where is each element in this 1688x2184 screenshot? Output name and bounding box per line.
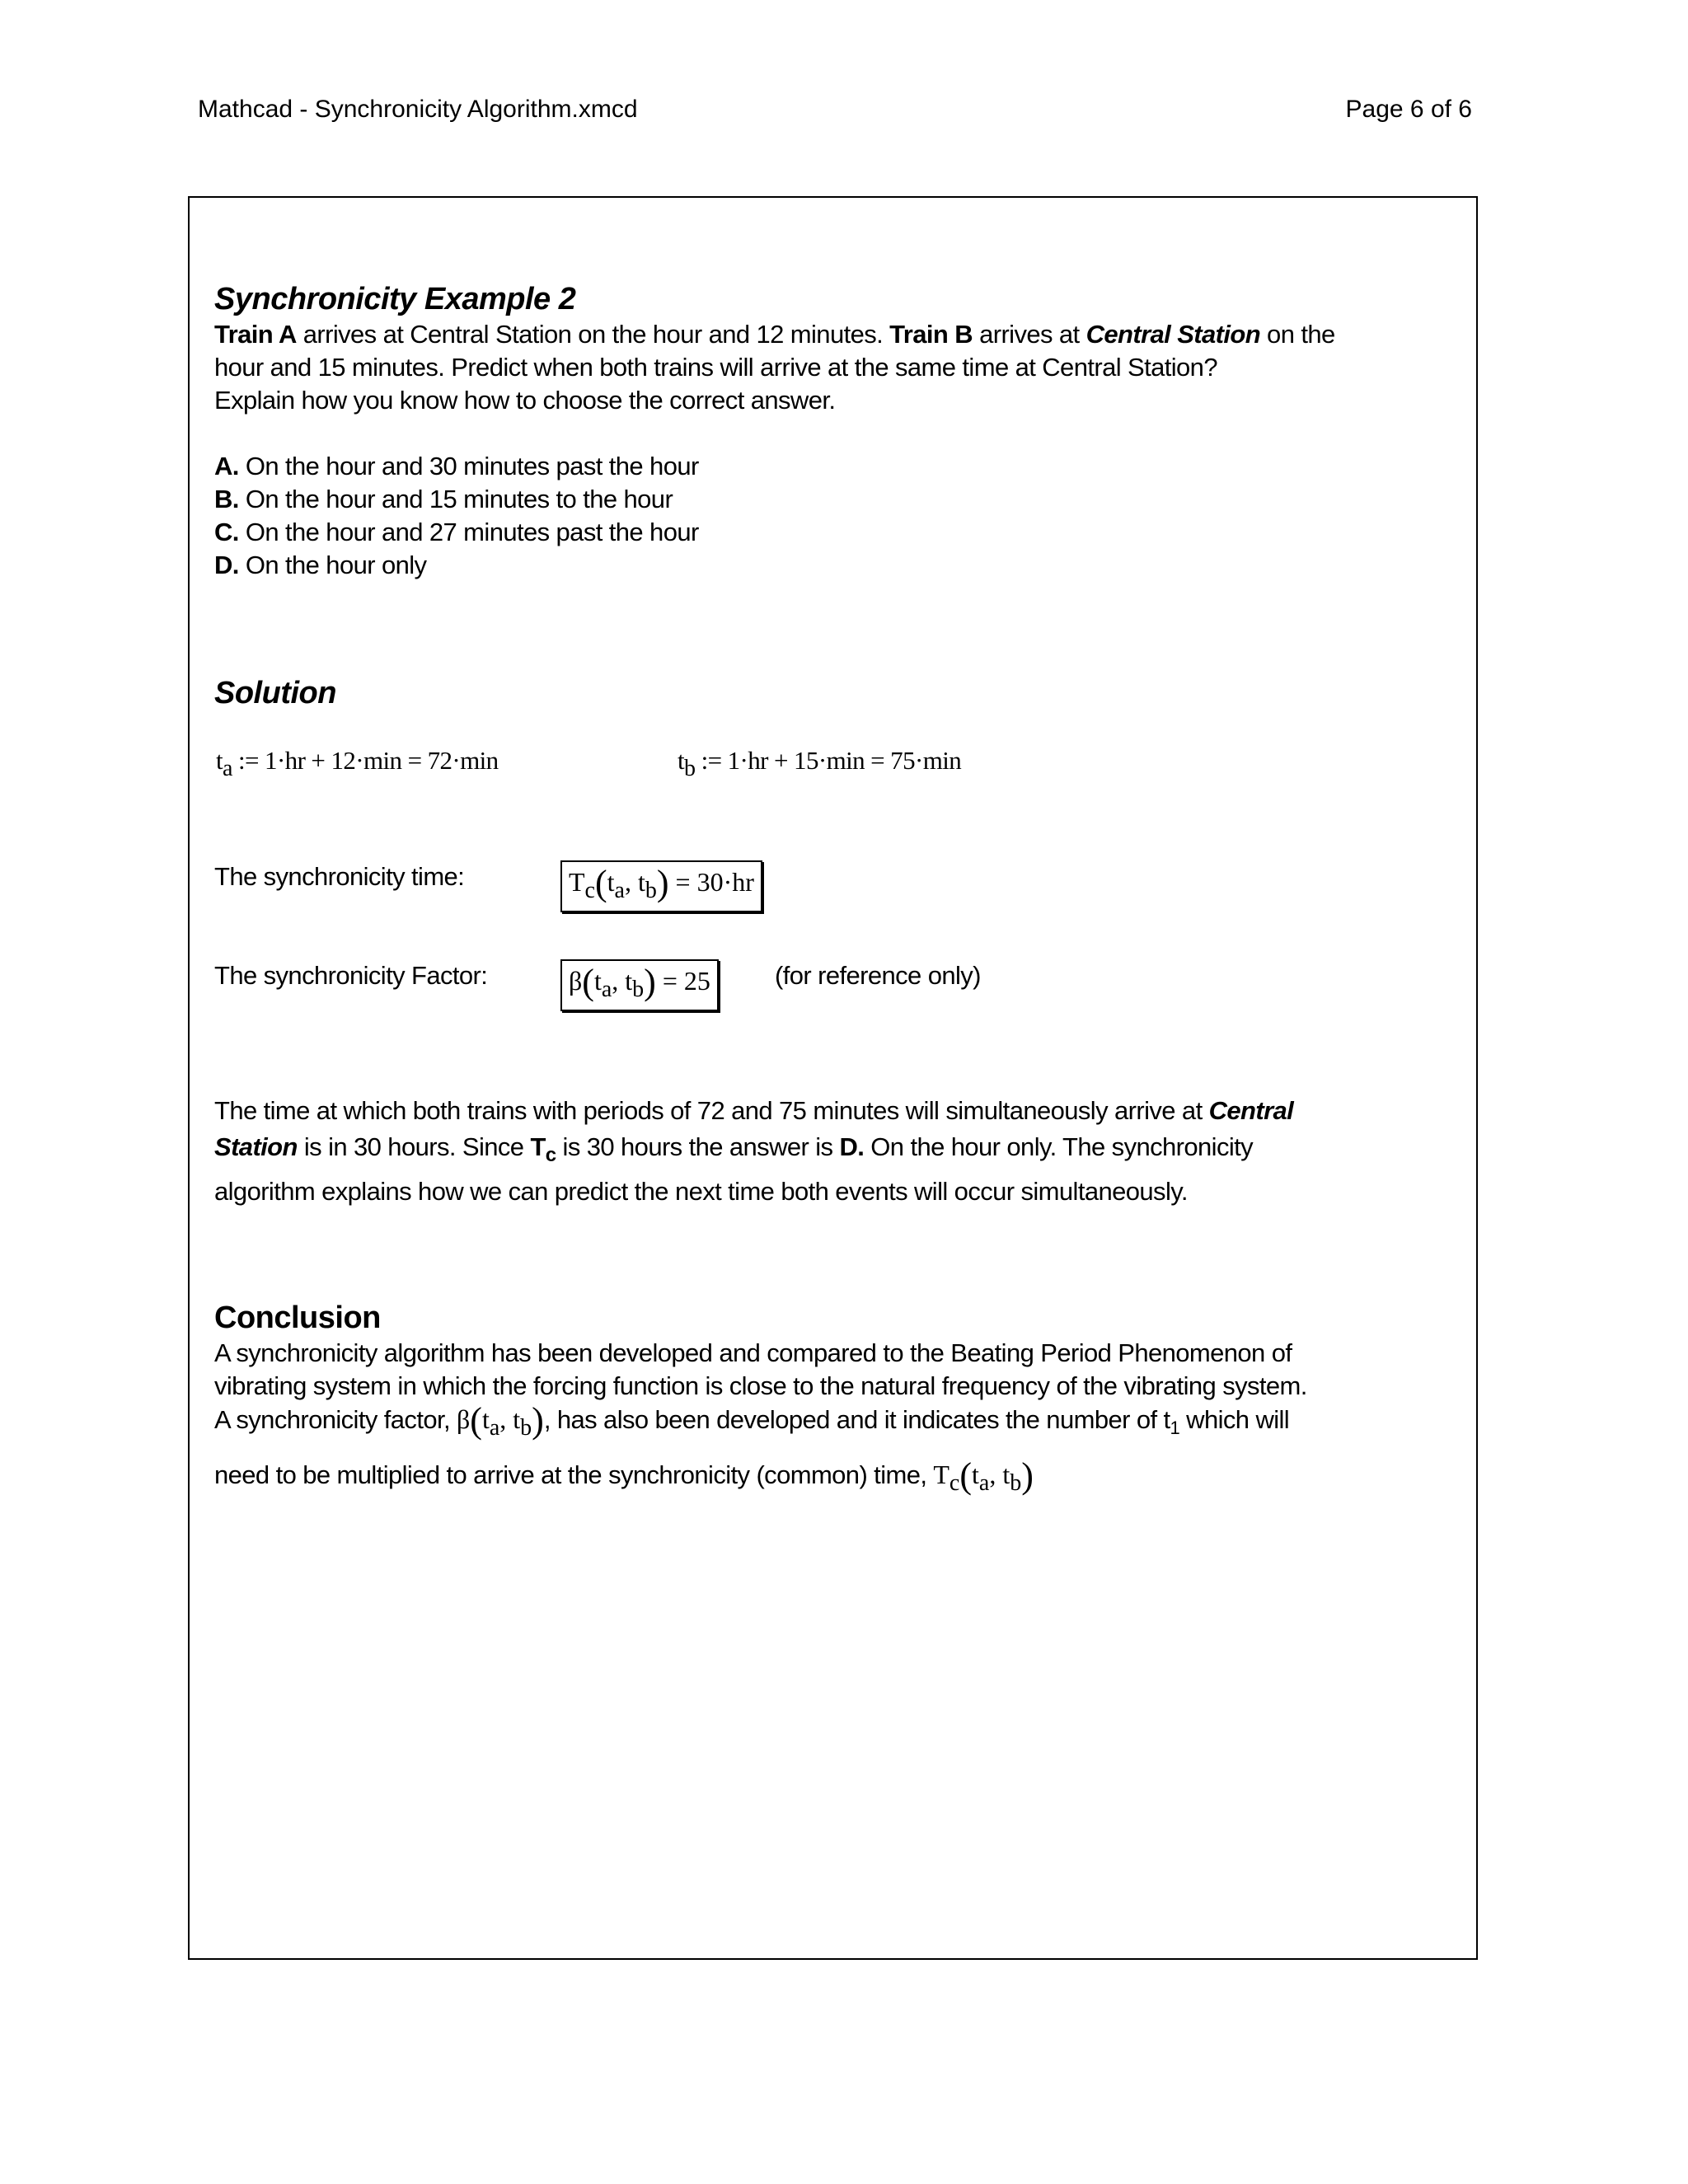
- sync-time-label: The synchronicity time:: [214, 862, 465, 891]
- equation-ta: $t_a$ := 1·hr + 12·min = 72·min: [216, 746, 499, 781]
- document-title: Mathcad - Synchronicity Algorithm.xmcd: [198, 96, 638, 123]
- conclusion-title: Conclusion: [214, 1301, 381, 1335]
- station-name: Central Station: [1085, 320, 1261, 349]
- solution-explanation: The time at which both trains with periods of 72 and 75 minutes will simultaneously arrive at Central Station is in 30 hours. Since $T_c$ is 30 hours the answer is D. On the hour only. The synchronicity algorithm explains how we can predict the next time both events will occur simultaneously.: [214, 1096, 1294, 1207]
- solution-title: Solution: [214, 676, 336, 710]
- conclusion-paragraph-3: need to be multiplied to arrive at the synchronicity (common) time, $T_c(t_a$, $t_b$): [214, 1455, 1034, 1497]
- example-instruction: Explain how you know how to choose the correct answer.: [214, 386, 836, 415]
- option-b: B. On the hour and 15 minutes to the hour: [214, 485, 673, 513]
- example-problem: Train A arrives at Central Station on the hour and 12 minutes. Train B arrives at Central Station on the hour and 15 minutes. Predict when both trains will arrive at the same time at Central Station?: [214, 320, 1335, 382]
- sync-factor-label: The synchronicity Factor:: [214, 961, 488, 990]
- option-c: C. On the hour and 27 minutes past the hour: [214, 518, 699, 546]
- conclusion-paragraph-2: A synchronicity factor, $\beta(t_a$, $t_b$), has also been developed and it indicates the number of $t_1$ which will: [214, 1400, 1290, 1441]
- sync-time-result: $T_c(t_a$, $t_b) = 30\cdot hr$: [560, 860, 762, 912]
- train-b-label: Train B: [889, 320, 973, 349]
- sync-factor-result: $\beta(t_a$, $t_b) = 25$: [560, 959, 719, 1011]
- train-a-label: Train A: [214, 320, 297, 349]
- page-number: Page 6 of 6: [1345, 96, 1472, 123]
- option-a: A. On the hour and 30 minutes past the hour: [214, 452, 699, 480]
- example-title: Synchronicity Example 2: [214, 282, 576, 316]
- option-d: D. On the hour only: [214, 551, 427, 579]
- conclusion-paragraph-1: A synchronicity algorithm has been developed and compared to the Beating Period Phenomenon of vibrating system in which the forcing function is close to the natural frequency of the vibrating system.: [214, 1338, 1307, 1400]
- conclusion-section: [214, 1299, 1352, 1500]
- equation-tb: $t_b$ := 1·hr + 15·min = 75·min: [678, 746, 962, 781]
- reference-note: (for reference only): [775, 961, 981, 990]
- example-section: [214, 280, 1368, 582]
